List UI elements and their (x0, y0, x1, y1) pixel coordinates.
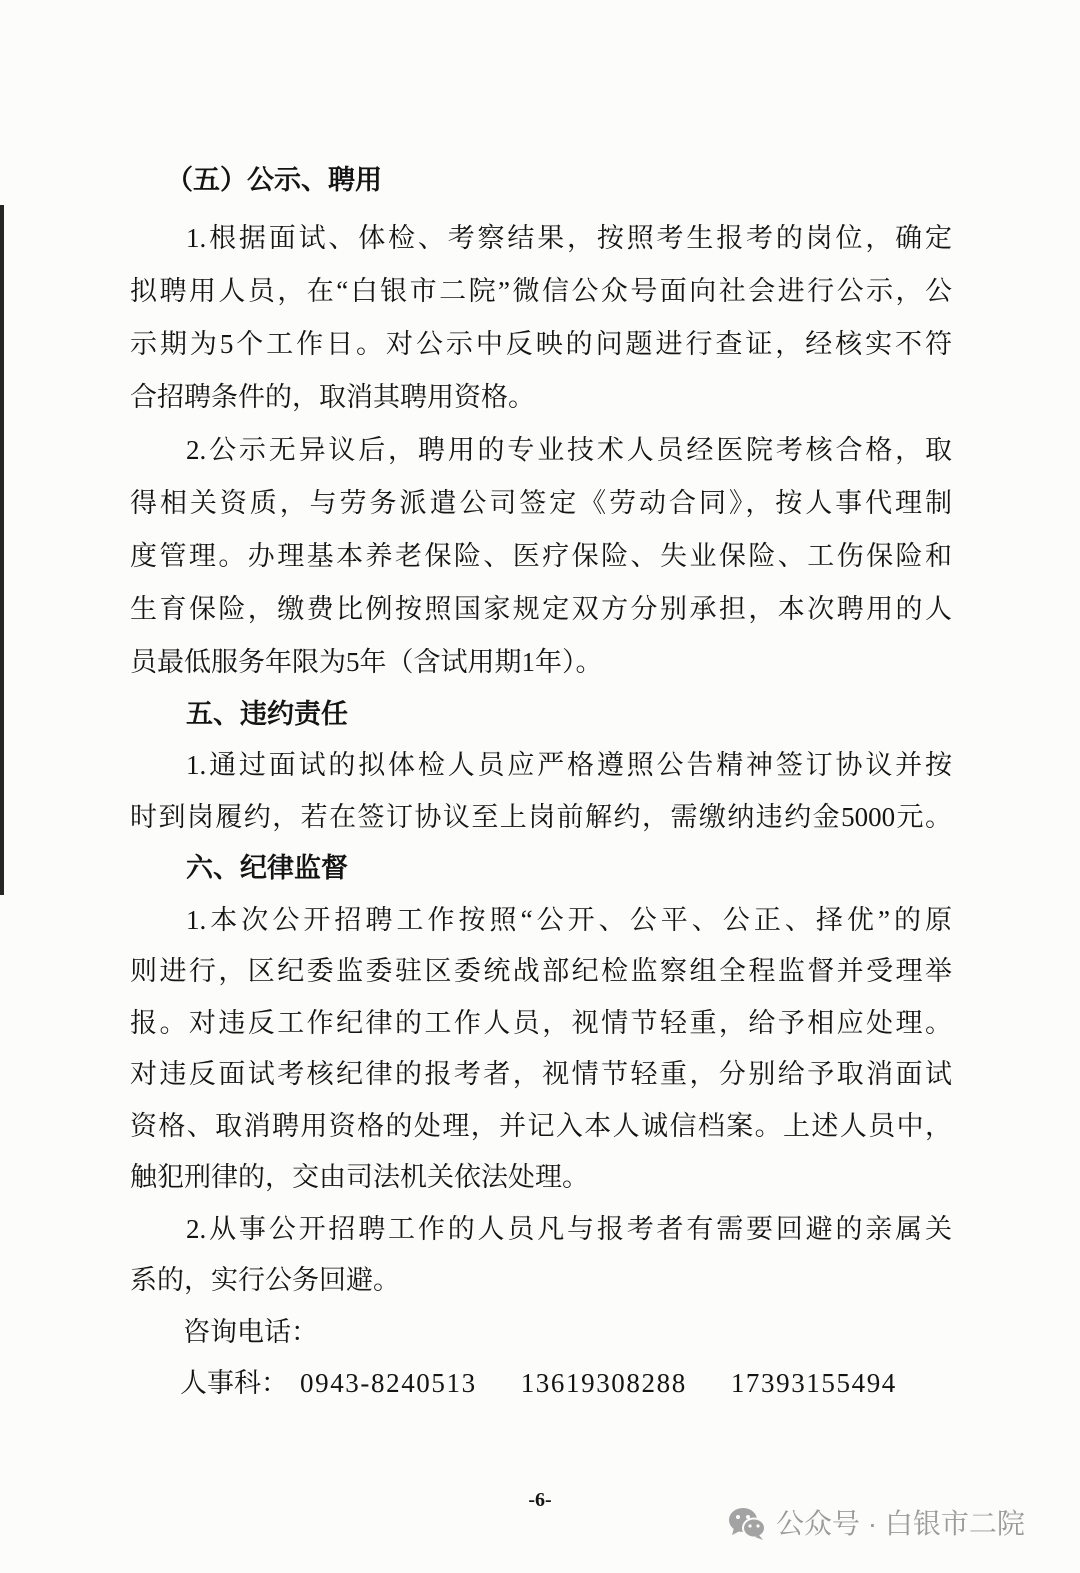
paragraph-line: 1.通过面试的拟体检人员应严格遵照公告精神签订协议并按 (186, 750, 952, 780)
paragraph (130, 740, 952, 843)
phone-number: 13619308288 (520, 1368, 687, 1398)
paragraph-line: 1.本次公开招聘工作按照“公开、公平、公正、择优”的原 (186, 904, 952, 935)
watermark (728, 1506, 1025, 1542)
paragraph-line: 报。对违反工作纪律的工作人员，视情节轻重，给予相应处理。 (130, 1007, 952, 1038)
paragraph-line: 对违反面试考核纪律的报考者，视情节轻重，分别给予取消面试 (130, 1059, 952, 1089)
paragraph-line: 员最低服务年限为5年（含试用期1年）。 (130, 646, 603, 677)
section-heading-discipline-supervision: 六、纪律监督 (186, 853, 348, 883)
paragraph-line: 系的，实行公务回避。 (130, 1265, 400, 1295)
paragraph-line: 示期为5个工作日。对公示中反映的问题进行查证，经核实不符 (130, 328, 952, 359)
paragraph-line: 时到岗履约，若在签订协议至上岗前解约，需缴纳违约金5000元。 (130, 801, 952, 832)
document-body (130, 154, 952, 1410)
paragraph-line: 触犯刑律的，交由司法机关依法处理。 (130, 1162, 589, 1192)
section-heading-breach-liability: 五、违约责任 (186, 698, 348, 729)
contact-heading: 咨询电话： (183, 1316, 318, 1347)
paragraph-line: 2.从事公开招聘工作的人员凡与报考者有需要回避的亲属关 (186, 1213, 952, 1244)
paragraph (130, 212, 952, 424)
paragraph (130, 895, 952, 1204)
paragraph-line: 2.公示无异议后，聘用的专业技术人员经医院考核合格，取 (186, 434, 952, 465)
contact-phone-line (130, 1358, 952, 1410)
section-publicity-hiring (130, 212, 952, 689)
phone-number: 17393155494 (730, 1368, 897, 1398)
section-heading-publicity-hiring: （五）公示、聘用 (166, 165, 382, 195)
paragraph-line: 生育保险，缴费比例按照国家规定双方分别承担，本次聘用的人 (130, 593, 952, 624)
watermark-text: 公众号 · 白银市二院 (776, 1508, 1025, 1539)
paragraph-line: 资格、取消聘用资格的处理，并记入本人诚信档案。上述人员中， (130, 1110, 952, 1141)
paragraph (130, 424, 952, 689)
paragraph-line: 度管理。办理基本养老保险、医疗保险、失业保险、工伤保险和 (130, 540, 952, 571)
paragraph-line: 则进行，区纪委监委驻区委统战部纪检监察组全程监督并受理举 (130, 956, 952, 986)
paragraph-line: 合招聘条件的，取消其聘用资格。 (130, 381, 535, 412)
paragraph-line: 拟聘用人员，在“白银市二院”微信公众号面向社会进行公示，公 (130, 275, 952, 306)
paragraph-line: 得相关资质，与劳务派遣公司签定《劳动合同》，按人事代理制 (130, 487, 952, 518)
page-number: -6- (528, 1489, 552, 1511)
phone-number: 0943-8240513 (300, 1368, 477, 1398)
paragraph-line: 1.根据面试、体检、考察结果，按照考生报考的岗位，确定 (186, 222, 952, 253)
paragraph (130, 1204, 952, 1307)
contact-department: 人事科： (180, 1368, 288, 1398)
wechat-icon (728, 1507, 776, 1541)
scan-edge-shadow (0, 205, 4, 895)
section-remaining (130, 689, 952, 1410)
